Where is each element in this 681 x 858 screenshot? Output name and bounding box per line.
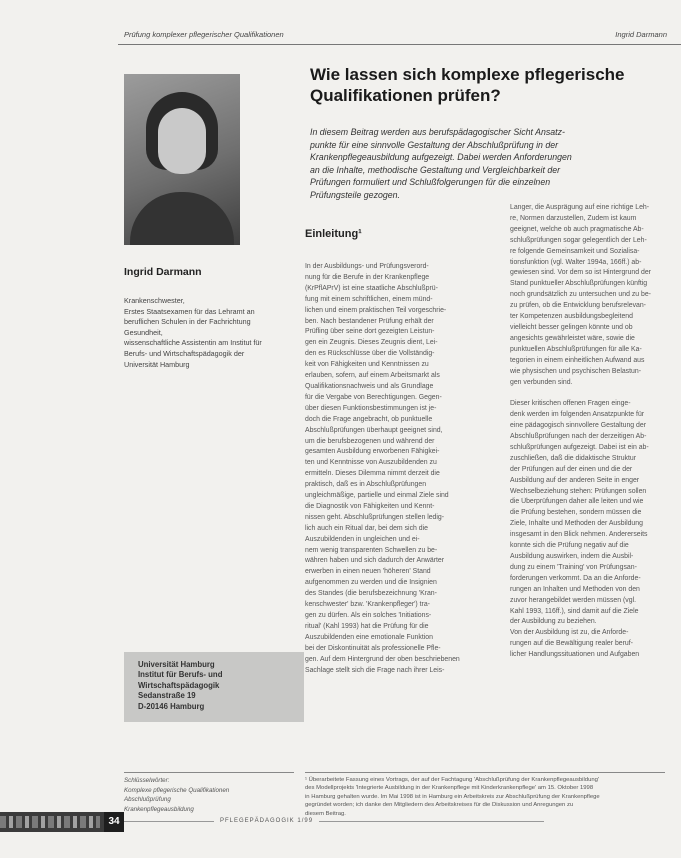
address-line: Sedanstraße 19 (138, 691, 196, 701)
body-text-line: forderungen verkommt. Da an die Anforde- (510, 574, 641, 582)
footnote-divider (305, 772, 665, 773)
body-text-line: ermitteln. Dieses Dilemma nimmt derzeit die (305, 470, 440, 478)
body-text-line: tionsfunktion (vgl. Walter 1994a, 166ff.) ab- (510, 258, 642, 266)
body-text-line: wie physischen und psychischen Belastun- (510, 367, 641, 375)
body-text-line: eine pädagogisch sinnvollere Gestaltung der (510, 422, 646, 430)
body-text-line: aufgenommen zu werden und die Insignien (305, 579, 437, 587)
body-text-line: denk werden im folgenden Ansatzpunkte für (510, 411, 645, 419)
body-text-line: Von der Ausbildung ist zu, die Anforde- (510, 629, 629, 637)
body-text-line: ungleichmäßige, partielle und einmal Ziele sind (305, 492, 449, 500)
footnote-line: des Modellprojekts 'Integrierte Ausbildung in der Krankenpflege mit Kinderkrankenpflege' am 15. Oktober 1998 (305, 785, 594, 792)
body-column-middle (305, 262, 495, 676)
author-bio (124, 296, 284, 370)
body-text-line: Wechselbeziehung stehen: Prüfungen sollen (510, 487, 647, 495)
body-text-line: dung zu einem 'Training' von Prüfungsan- (510, 563, 637, 571)
body-text-line: nissen geht. Abschlußprüfungen stellen ledig- (305, 513, 445, 521)
footer-divider (124, 821, 544, 822)
author-bio-line: wissenschaftliche Assistentin am Institut für (124, 338, 262, 348)
body-text-line: tegorien in einem einheitlichen Aufwand aus (510, 356, 645, 364)
body-text-line: punktuellen Abschlußprüfungen für alle Ka- (510, 345, 642, 353)
article-title-line: Wie lassen sich komplexe pflegerische (310, 65, 625, 84)
body-text-line: über diesen Funktionsbestimmungen ist je- (305, 404, 437, 412)
body-text-line: ritual' (Kahl 1993) hat die Prüfung für die (305, 622, 429, 630)
section-heading: Einleitung¹ (305, 228, 362, 240)
body-text-line: kenschwester' bzw. 'Krankenpfleger') tra- (305, 601, 430, 609)
body-text-line: lich auch ein Ritual dar, bei dem sich die (305, 524, 428, 532)
body-text-line: die Diagnostik von Fähigkeiten und Kennt- (305, 502, 435, 510)
abstract-line: an die Inhalte, methodische Gestaltung und Vergleichbarkeit der (310, 164, 561, 175)
running-header-title: Prüfung komplexer pflegerischer Qualifikationen (124, 30, 284, 39)
body-text-line: In der Ausbildungs- und Prüfungsverord- (305, 263, 429, 270)
body-text-line: re folgende Gemeinsamkeit und Sozialisa- (510, 247, 640, 255)
author-bio-line: beruflichen Schulen in der Fachrichtung (124, 317, 251, 327)
body-text-line: Auszubildenden eine emotionale Funktion (305, 633, 433, 641)
body-text-line: Ausbildung auf der anderen Seite in enger (510, 476, 640, 484)
address-line: Institut für Berufs- und (138, 670, 223, 680)
body-text-line: praktisch, daß es in Abschlußprüfungen (305, 481, 427, 489)
body-text-line: doch die Frage angebracht, ob punktuelle (305, 415, 433, 423)
footnote-line: diesem Beitrag. (305, 810, 346, 817)
body-text-line: re, Normen darzustellen, Zudem ist kaum (510, 214, 637, 222)
body-text-line: keit von Fähigkeiten und Kenntnissen zu (305, 361, 429, 369)
body-text-line: Abschlußprüfungen überhaupt geeignet sind, (305, 426, 443, 434)
keywords-line: Krankenpflegeausbildung (124, 805, 194, 813)
body-text-line: währen haben und sich dadurch der Anwärter (305, 557, 445, 565)
header-divider (118, 44, 681, 45)
address-line: Universität Hamburg (138, 660, 215, 669)
body-column-right (510, 203, 681, 661)
body-text-line: lichen und einem praktischen Teil vorgeschrie- (305, 306, 447, 314)
body-text-line: zuschließen, daß die didaktische Struktur (510, 454, 637, 462)
body-text-line: gen. Auf dem Hintergrund der oben beschriebenen (305, 655, 460, 663)
keywords-line: Schlüsselwörter: (124, 777, 170, 784)
article-abstract (310, 126, 672, 202)
body-text-line: erwerben in einen neuen 'höheren' Stand (305, 568, 431, 576)
body-text-line: bei der Diskontinuität als professionelle Pfle- (305, 644, 441, 652)
body-text-line: die Prüfung bestehen, sondern müssen die (510, 509, 642, 517)
body-text-line: zu prüfen, ob die Entwicklung berufsrelevan- (510, 302, 646, 310)
abstract-line: punkte für eine sinnvolle Gestaltung der Abschlußprüfung in der (310, 139, 559, 150)
body-text-line: Sachlage stellt sich die Frage nach ihrer Leis- (305, 666, 445, 674)
abstract-line: Prüfungen formuliert und Schlußfolgerungen für die einzelnen (310, 177, 551, 188)
keywords (124, 776, 294, 814)
address-line: Wirtschaftspädagogik (138, 680, 220, 690)
keywords-divider (124, 772, 294, 773)
body-text-line: Dieser kritischen offenen Fragen einge- (510, 400, 631, 408)
body-text-line: gen ein Zeugnis. Dieses Zeugnis dient, Lei- (305, 339, 438, 347)
body-text-line: konnte sich die Prüfung negativ auf die (510, 542, 629, 550)
keywords-line: Komplexe pflegerische Qualifikationen (124, 786, 230, 794)
footnote-line: in Hamburg gehalten wurde. Im Mai 1998 ist in Hamburg ein Arbeitskreis zur Abschlußprüfung der Krankenpflege (305, 793, 600, 800)
body-text-line: nem wenig transparenten Schwellen zu be- (305, 546, 438, 554)
body-text-line: noch grundsätzlich zu untersuchen und zu be- (510, 291, 651, 299)
body-text-line: Prüfling über seine dort gezeigten Leistun- (305, 328, 435, 336)
body-text-line: ben. Nach bestandener Prüfung erhält der (305, 317, 434, 325)
body-text-line: ter Kompetenzen ausbildungsbegleitend (510, 313, 633, 321)
author-bio-line: Gesundheit, (124, 327, 163, 337)
page-number: 34 (104, 812, 124, 832)
body-text-line: fung mit einem schriftlichen, einem münd- (305, 295, 433, 303)
body-text-line: der Prüfungen auf der einen und die der (510, 465, 633, 473)
running-header-author: Ingrid Darmann (615, 30, 667, 39)
body-text-line: ten und Kenntnisse von Auszubildenden zu (305, 459, 437, 467)
footnote-line: ¹ Überarbeitete Fassung eines Vortrags, der auf der Fachtagung 'Abschlußprüfung der Krankenpflegeausbildung' (305, 777, 600, 783)
body-text-line: Ziele, Inhalte und Methoden der Ausbildung (510, 520, 643, 528)
body-text-line: erlauben, sofern, auf einem Arbeitsmarkt als (305, 372, 440, 380)
author-address-box (124, 652, 304, 722)
keywords-line: Abschlußprüfung (124, 796, 171, 804)
body-text-line: gen zu dürfen. Als ein solches 'Initiations- (305, 612, 432, 619)
author-name: Ingrid Darmann (124, 266, 202, 278)
article-title-line: Qualifikationen prüfen? (310, 86, 501, 105)
body-text-line: den es Rückschlüsse über die Vollständig- (305, 350, 435, 358)
body-text-line: gewiesen sind. Vor dem so ist Hintergrund der (510, 269, 651, 277)
body-text-line: licher Handlungssituationen und Aufgaben (510, 651, 640, 659)
body-text-line: vielleicht besser gelingen könnte und ob (510, 323, 633, 331)
body-text-line: Stand punktueller Abschlußprüfungen künftig (510, 280, 648, 288)
body-text-line: Langer, die Ausprägung auf eine richtige Leh- (510, 204, 650, 211)
body-text-line: der Ausbildung zu beziehen. (510, 618, 597, 626)
footnote-line: gegründet worden; ich danke den Mitgliedern des Arbeitskreises für die Diskussion und Anregungen zu (305, 802, 574, 809)
body-text-line: die Überprüfungen daher alle leiten und wie (510, 498, 644, 506)
body-text-line: um die berufsbezogenen und während der (305, 437, 435, 445)
body-text-line: angesichts gewährleistet wäre, sowie die (510, 334, 635, 342)
body-text-line: rungen an Inhalten und Methoden von den (510, 585, 640, 593)
body-text-line: gen verbunden sind. (510, 378, 573, 386)
author-bio-line: Krankenschwester, (124, 296, 185, 305)
body-text-line: geeignet, welche ob auch pragmatische Ab- (510, 225, 644, 233)
body-text-line: zuvor herangebildet werden müssen (vgl. (510, 596, 637, 604)
author-photo (124, 74, 240, 245)
body-text-line: für die Vergabe von Berechtigungen. Gegen- (305, 393, 442, 401)
body-text-line: Qualifikationsnachweis und als Grundlage (305, 382, 434, 390)
journal-name: PFLEGEPÄDAGOGIK 1/99 (214, 818, 319, 824)
abstract-line: Krankenpflegeausbildung aufgezeigt. Dabei werden Anforderungen (310, 152, 572, 163)
body-text-line: Auszubildenden in ungleichen und ei- (305, 535, 420, 543)
body-text-line (510, 388, 681, 399)
author-bio-line: Erstes Staatsexamen für das Lehramt an (124, 306, 255, 316)
body-text-line: Kahl 1993, 116ff.), sind damit auf die Ziele (510, 607, 639, 615)
body-text-line: rungen auf die Bewältigung realer beruf- (510, 640, 633, 648)
body-text-line: des Standes (die berufsbezeichnung 'Kran- (305, 590, 437, 598)
body-text-line: (KrPflAPrV) ist eine staatliche Abschlußprü- (305, 284, 438, 292)
footnote (305, 776, 675, 818)
address-line: D-20146 Hamburg (138, 701, 205, 711)
body-text-line: nung für die Berufe in der Krankenpflege (305, 273, 430, 281)
abstract-line: Prüfungsteile gezogen. (310, 189, 400, 200)
body-text-line: Abschlußprüfungen nach der derzeitigen Ab- (510, 433, 647, 441)
body-text-line: schlußprüfungen sogar gelegentlich der Leh- (510, 236, 647, 244)
footer-decoration (0, 812, 110, 832)
body-text-line: schlußprüfungen aufgezeigt. Dabei ist ein ab- (510, 443, 649, 451)
abstract-line: In diesem Beitrag werden aus berufspädagogischer Sicht Ansatz- (310, 127, 565, 137)
author-bio-line: Berufs- und Wirtschaftspädagogik der (124, 348, 245, 358)
body-text-line: insgesamt in den Blick nehmen. Andererseits (510, 531, 648, 539)
body-text-line: Ausbildung auswirken, indem die Ausbil- (510, 552, 634, 560)
article-title (310, 64, 672, 106)
author-bio-line: Universität Hamburg (124, 359, 190, 369)
body-text-line: gesamten Ausbildung erworbenen Fähigkei- (305, 448, 440, 456)
